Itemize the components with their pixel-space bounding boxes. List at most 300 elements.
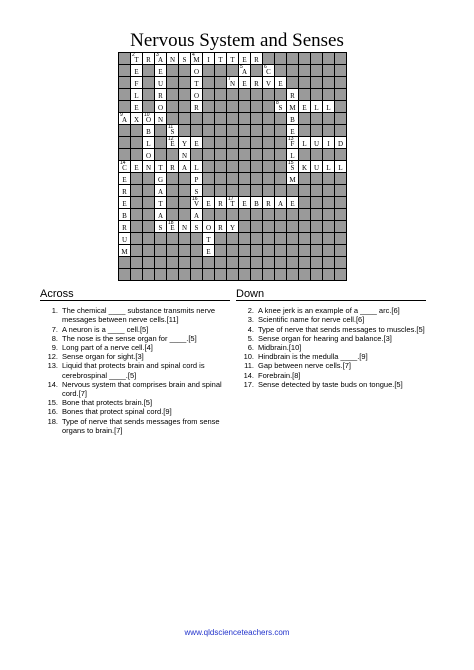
grid-cell[interactable] [323,161,335,173]
grid-cell[interactable] [131,89,143,101]
grid-cell [275,173,287,185]
grid-cell [263,137,275,149]
grid-cell[interactable] [191,197,203,209]
grid-cell [131,209,143,221]
grid-letter: R [170,164,175,172]
clue-number: 2 [132,52,135,58]
grid-cell[interactable] [143,125,155,137]
grid-cell [335,149,347,161]
grid-cell [323,149,335,161]
grid-cell[interactable] [167,161,179,173]
grid-cell [203,89,215,101]
grid-cell [131,233,143,245]
grid-letter: V [265,80,272,88]
grid-cell[interactable] [131,77,143,89]
grid-letter: E [134,104,139,112]
grid-cell[interactable] [251,197,263,209]
grid-cell[interactable] [179,221,191,233]
grid-cell [203,125,215,137]
grid-cell [179,101,191,113]
grid-letter: S [182,56,187,64]
down-heading: Down [236,290,426,301]
grid-cell[interactable] [299,101,311,113]
grid-cell[interactable] [155,53,167,65]
grid-cell [179,233,191,245]
grid-cell[interactable] [215,53,227,65]
grid-cell [227,101,239,113]
grid-cell[interactable] [155,173,167,185]
clue-item-text: Type of nerve that sends messages from sense organs to brain.[7] [62,416,220,435]
grid-cell [263,185,275,197]
grid-cell [143,185,155,197]
grid-cell[interactable] [191,221,203,233]
grid-cell [335,65,347,77]
clue-item [236,315,436,324]
grid-cell [299,89,311,101]
grid-cell [239,269,251,281]
grid-cell [203,161,215,173]
grid-cell[interactable] [203,53,215,65]
grid-cell [143,257,155,269]
clue-number: 4 [192,52,195,58]
grid-cell[interactable] [155,101,167,113]
grid-cell [299,173,311,185]
grid-cell[interactable] [203,197,215,209]
grid-cell[interactable] [155,185,167,197]
grid-cell[interactable] [143,161,155,173]
grid-cell[interactable] [119,245,131,257]
grid-cell [215,269,227,281]
grid-cell[interactable] [275,101,287,113]
grid-cell[interactable] [131,101,143,113]
grid-cell [179,269,191,281]
grid-cell[interactable] [335,137,347,149]
grid-letter: T [230,200,235,208]
grid-letter: E [242,56,247,64]
grid-cell [119,269,131,281]
grid-cell[interactable] [227,77,239,89]
grid-cell [119,137,131,149]
grid-letter: N [181,152,188,160]
grid-letter: T [218,56,223,64]
grid-cell [143,233,155,245]
clue-number: 10 [144,112,150,118]
grid-cell[interactable] [155,209,167,221]
grid-cell [203,257,215,269]
grid-cell[interactable] [155,221,167,233]
grid-cell [227,173,239,185]
grid-cell [299,209,311,221]
grid-cell[interactable] [179,53,191,65]
grid-letter: S [290,164,295,172]
clue-item-text: A knee jerk is an example of a ____ arc.[6] [258,306,400,316]
grid-cell [311,113,323,125]
grid-letter: S [278,104,283,112]
grid-cell [215,77,227,89]
clue-item-text: A neuron is a ____ cell.[5] [62,324,149,334]
grid-cell[interactable] [155,113,167,125]
grid-cell [239,149,251,161]
grid-cell[interactable] [299,137,311,149]
grid-cell [239,221,251,233]
grid-cell [131,173,143,185]
grid-cell[interactable] [179,137,191,149]
grid-letter: F [134,80,139,88]
grid-letter: T [134,56,139,64]
grid-cell [287,65,299,77]
clue-number: 7 [228,76,231,82]
grid-cell [215,161,227,173]
grid-cell[interactable] [155,197,167,209]
grid-cell [323,173,335,185]
grid-cell [299,53,311,65]
grid-cell [131,269,143,281]
grid-cell[interactable] [155,161,167,173]
grid-letter: M [193,56,200,64]
grid-cell [203,269,215,281]
grid-cell [263,245,275,257]
grid-letter: B [122,212,127,220]
grid-cell[interactable] [131,53,143,65]
clue-item-text: Sense organ for sight.[3] [62,352,144,362]
grid-cell[interactable] [119,197,131,209]
clue-item-number: 14. [243,370,254,380]
grid-cell [179,173,191,185]
grid-cell [335,113,347,125]
grid-cell[interactable] [287,173,299,185]
grid-letter: N [229,80,236,88]
clue-item-number: 5. [247,333,254,343]
grid-cell[interactable] [239,197,251,209]
grid-cell [215,137,227,149]
grid-cell[interactable] [143,53,155,65]
grid-cell[interactable] [227,221,239,233]
grid-cell [227,137,239,149]
grid-cell [143,77,155,89]
grid-cell [143,89,155,101]
grid-cell [251,149,263,161]
grid-cell [335,101,347,113]
grid-letter: E [290,128,295,136]
grid-cell[interactable] [119,209,131,221]
grid-cell[interactable] [143,113,155,125]
grid-cell [251,125,263,137]
grid-letter: T [158,164,163,172]
grid-cell[interactable] [239,65,251,77]
grid-cell [215,113,227,125]
grid-cell[interactable] [191,53,203,65]
clue-number: 3 [156,52,159,58]
grid-cell [275,53,287,65]
grid-cell[interactable] [215,221,227,233]
grid-letter: O [145,116,152,124]
grid-cell [215,185,227,197]
grid-cell[interactable] [323,137,335,149]
grid-cell[interactable] [155,77,167,89]
grid-cell [335,89,347,101]
clue-item [40,417,240,435]
clue-number: 8 [276,100,279,106]
grid-cell [203,77,215,89]
clue-number: 9 [120,112,123,118]
grid-cell[interactable] [167,137,179,149]
grid-cell [239,161,251,173]
grid-cell[interactable] [251,53,263,65]
grid-cell [203,65,215,77]
grid-letter: A [157,188,164,196]
clue-number: 6 [264,64,267,70]
grid-cell [323,89,335,101]
grid-cell[interactable] [263,197,275,209]
grid-cell [335,53,347,65]
grid-cell [119,65,131,77]
clue-item-text: The chemical ____ substance transmits nerve messages between nerve cells.[11] [62,306,215,325]
grid-cell [287,269,299,281]
grid-cell [287,221,299,233]
grid-letter: T [206,236,211,244]
grid-cell [311,125,323,137]
grid-cell [299,221,311,233]
grid-cell[interactable] [263,65,275,77]
grid-cell[interactable] [191,77,203,89]
clue-item [236,361,436,370]
grid-cell [167,101,179,113]
grid-cell[interactable] [287,197,299,209]
grid-letter: E [158,68,163,76]
clue-item [40,306,240,324]
grid-cell[interactable] [227,53,239,65]
grid-cell[interactable] [275,77,287,89]
grid-cell [179,89,191,101]
across-clue-list [40,306,240,435]
grid-cell [179,113,191,125]
grid-letter: E [278,80,283,88]
grid-letter: R [194,104,199,112]
grid-cell [263,233,275,245]
grid-cell [119,89,131,101]
grid-letter: D [337,140,344,148]
grid-cell[interactable] [335,161,347,173]
grid-cell[interactable] [191,209,203,221]
clue-number: 17 [228,196,234,202]
grid-cell[interactable] [119,233,131,245]
grid-cell[interactable] [155,89,167,101]
grid-cell[interactable] [191,173,203,185]
grid-cell [323,221,335,233]
grid-cell [251,269,263,281]
grid-cell[interactable] [131,113,143,125]
clue-item-text: Long part of a nerve cell.[4] [62,343,153,353]
grid-cell [251,185,263,197]
grid-cell [275,233,287,245]
clue-item-text: Bone that protects brain.[5] [62,398,153,408]
grid-cell [131,257,143,269]
grid-cell [119,77,131,89]
grid-cell[interactable] [191,161,203,173]
grid-cell[interactable] [119,161,131,173]
grid-letter: U [121,236,128,244]
footer-url[interactable]: www.qldscienceteachers.com [184,628,290,637]
clue-item-number: 9. [51,343,58,353]
grid-cell[interactable] [203,233,215,245]
grid-cell[interactable] [119,185,131,197]
grid-cell [323,125,335,137]
grid-cell[interactable] [275,197,287,209]
grid-cell [191,245,203,257]
grid-cell[interactable] [143,137,155,149]
grid-cell [179,185,191,197]
grid-letter: L [302,140,307,148]
grid-letter: R [254,80,259,88]
grid-cell[interactable] [287,101,299,113]
grid-cell [155,125,167,137]
grid-cell[interactable] [191,89,203,101]
grid-letter: B [290,116,295,124]
grid-cell [251,233,263,245]
grid-cell[interactable] [311,101,323,113]
grid-cell [311,53,323,65]
grid-letter: N [157,116,164,124]
grid-letter: R [266,200,271,208]
clue-item [236,352,436,361]
grid-cell [203,209,215,221]
grid-letter: E [290,200,295,208]
grid-cell [311,185,323,197]
clue-item-number: 3. [247,315,254,325]
clue-item [40,325,240,334]
grid-cell [239,137,251,149]
grid-letter: G [157,176,164,184]
grid-letter: E [206,200,211,208]
grid-cell [275,209,287,221]
grid-cell[interactable] [119,113,131,125]
grid-letter: M [289,104,296,112]
grid-cell [263,113,275,125]
grid-cell [311,245,323,257]
grid-letter: E [122,176,127,184]
grid-cell[interactable] [203,245,215,257]
grid-cell [335,173,347,185]
clue-item [236,343,436,352]
clue-item-number: 10. [243,352,254,362]
clue-number: 16 [192,196,198,202]
grid-cell[interactable] [191,65,203,77]
grid-cell[interactable] [287,137,299,149]
grid-cell[interactable] [155,65,167,77]
grid-letter: O [193,68,200,76]
grid-letter: L [338,164,343,172]
grid-letter: O [157,104,164,112]
grid-cell [215,125,227,137]
grid-cell [191,257,203,269]
grid-cell [227,161,239,173]
grid-cell[interactable] [191,137,203,149]
grid-letter: L [326,104,331,112]
grid-cell[interactable] [179,161,191,173]
grid-cell[interactable] [119,221,131,233]
grid-cell [167,269,179,281]
grid-cell[interactable] [227,197,239,209]
grid-cell [239,173,251,185]
grid-cell[interactable] [191,101,203,113]
grid-cell[interactable] [179,149,191,161]
grid-cell[interactable] [131,161,143,173]
grid-cell [227,245,239,257]
grid-cell [155,137,167,149]
grid-cell[interactable] [215,197,227,209]
grid-cell[interactable] [251,77,263,89]
grid-cell[interactable] [311,137,323,149]
clue-item-number: 12. [47,352,58,362]
clue-item-number: 13. [47,361,58,371]
grid-cell [323,185,335,197]
grid-letter: E [122,200,127,208]
grid-cell [167,65,179,77]
grid-cell [263,173,275,185]
grid-cell[interactable] [167,221,179,233]
grid-cell [191,233,203,245]
grid-cell[interactable] [311,161,323,173]
grid-letter: L [134,92,139,100]
clue-number: 15 [288,160,294,166]
grid-cell[interactable] [287,161,299,173]
grid-cell [119,53,131,65]
grid-cell[interactable] [323,101,335,113]
grid-cell [251,89,263,101]
grid-cell [311,65,323,77]
clue-item-number: 1. [51,306,58,316]
grid-letter: E [242,80,247,88]
grid-letter: R [122,188,127,196]
grid-cell [215,89,227,101]
grid-letter: A [181,164,188,172]
grid-cell [239,257,251,269]
clue-item [236,371,436,380]
clue-item-number: 4. [247,324,254,334]
grid-cell[interactable] [119,173,131,185]
grid-cell[interactable] [203,221,215,233]
grid-cell [155,257,167,269]
grid-cell[interactable] [131,65,143,77]
grid-cell [227,89,239,101]
clue-number: 5 [240,64,243,70]
grid-letter: C [266,68,271,76]
grid-letter: X [133,116,140,124]
clue-number: 13 [288,136,294,142]
grid-cell[interactable] [239,77,251,89]
grid-cell [215,101,227,113]
grid-cell [203,185,215,197]
grid-cell[interactable] [263,77,275,89]
clue-item-text: Midbrain.[10] [258,343,302,353]
grid-cell [179,65,191,77]
grid-cell[interactable] [167,53,179,65]
grid-cell [335,269,347,281]
grid-cell [335,125,347,137]
grid-cell [155,269,167,281]
grid-cell[interactable] [299,161,311,173]
grid-cell [299,233,311,245]
clue-item-text: Hindbrain is the medulla ____.[9] [258,352,368,362]
grid-cell[interactable] [287,89,299,101]
grid-cell [299,245,311,257]
grid-cell[interactable] [143,149,155,161]
clue-item-number: 17. [243,379,254,389]
grid-cell [335,185,347,197]
grid-cell[interactable] [287,113,299,125]
grid-cell [131,149,143,161]
grid-cell [299,149,311,161]
